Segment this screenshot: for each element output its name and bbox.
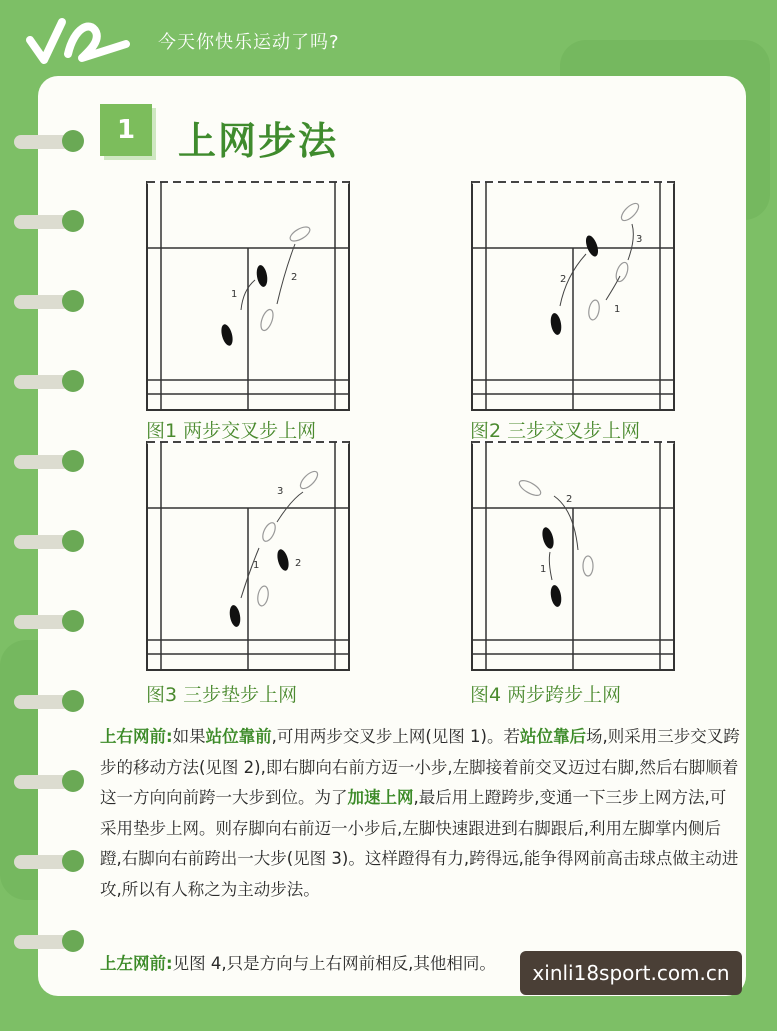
- figure-caption-4: 图4 两步跨步上网: [470, 684, 622, 706]
- footprint-left: [228, 604, 242, 627]
- figure-caption-3: 图3 三步垫步上网: [146, 684, 298, 706]
- key-term: 站位靠前: [205, 727, 272, 746]
- binder-ring: [14, 926, 82, 956]
- footprint-left: [219, 323, 234, 347]
- footprint-outline: [614, 261, 630, 283]
- brand-logo: [22, 8, 142, 68]
- binder-ring: [14, 366, 82, 396]
- key-term: 站位靠后: [519, 727, 586, 746]
- paragraph-right-net: [100, 722, 740, 905]
- footprint-outline: [259, 308, 276, 332]
- footprint-outline: [256, 585, 269, 606]
- binder-ring: [14, 126, 82, 156]
- step-number: 1: [540, 564, 547, 575]
- section-title: 上网步法: [178, 119, 339, 163]
- figure-caption-2: 图2 三步交叉步上网: [470, 420, 641, 442]
- footprint-right: [540, 526, 555, 550]
- footprint-outline: [619, 201, 642, 224]
- step-number: 1: [231, 289, 238, 300]
- binder-ring: [14, 846, 82, 876]
- section-number-badge: 1: [100, 104, 152, 156]
- footprint-right: [275, 548, 290, 572]
- body-text: ,可用两步交叉步上网(见图 1)。若: [271, 727, 520, 746]
- step-number: 2: [295, 558, 302, 569]
- step-number: 1: [614, 304, 621, 315]
- court-diagram-1: [145, 180, 351, 412]
- body-text: 如果: [172, 727, 206, 746]
- step-number: 3: [636, 234, 643, 245]
- header-slogan: 今天你快乐运动了吗?: [158, 32, 340, 53]
- watermark-badge: xinli18sport.com.cn: [520, 951, 742, 995]
- figure-caption-1: 图1 两步交叉步上网: [146, 420, 317, 442]
- court-diagram-4: [470, 440, 676, 672]
- court-diagram-2: [470, 180, 676, 412]
- binder-ring: [14, 686, 82, 716]
- footprint-outline: [517, 478, 543, 499]
- body-text: 见图 4,只是方向与上右网前相反,其他相同。: [172, 954, 496, 973]
- footprint-outline: [288, 224, 312, 244]
- footprint-outline: [587, 299, 600, 320]
- binder-ring: [14, 286, 82, 316]
- step-number: 3: [277, 486, 284, 497]
- binder-ring: [14, 606, 82, 636]
- footprint-left: [549, 584, 563, 607]
- binder-ring: [14, 526, 82, 556]
- court-diagram-3: [145, 440, 351, 672]
- body-text: ,最后用上蹬跨步,变通一下三步上网方法,可采用垫步上网。则存脚向右前迈一小步后,左脚快速跟进到右脚跟后,利用左脚掌内侧后蹬,右脚向右前跨出一大步(见图 3)。这样蹬得有力,跨得远,能争得网前高击球点做主动进攻,所以有人称之为主动步法。: [100, 788, 739, 899]
- binder-ring: [14, 766, 82, 796]
- footprint-left: [549, 312, 563, 335]
- step-number: 1: [253, 560, 260, 571]
- lead-term: 上右网前:: [100, 727, 173, 746]
- body-text: 场,则采用三步交叉跨步的移动方法(见图 2),即右脚向右前方迈一小步,左脚接着前交叉迈过右脚,然后右脚顺着这一方向向前跨一大步到位。为了: [100, 727, 740, 807]
- footprint-right: [255, 264, 269, 287]
- binder-ring: [14, 206, 82, 236]
- footprint-outline: [298, 469, 321, 492]
- step-number: 2: [566, 494, 573, 505]
- key-term: 加速上网: [347, 788, 414, 807]
- footprint-outline: [260, 521, 278, 543]
- step-number: 2: [291, 272, 298, 283]
- binder-ring: [14, 446, 82, 476]
- footprint-outline: [583, 556, 593, 576]
- step-number: 2: [560, 274, 567, 285]
- lead-term: 上左网前:: [100, 954, 173, 973]
